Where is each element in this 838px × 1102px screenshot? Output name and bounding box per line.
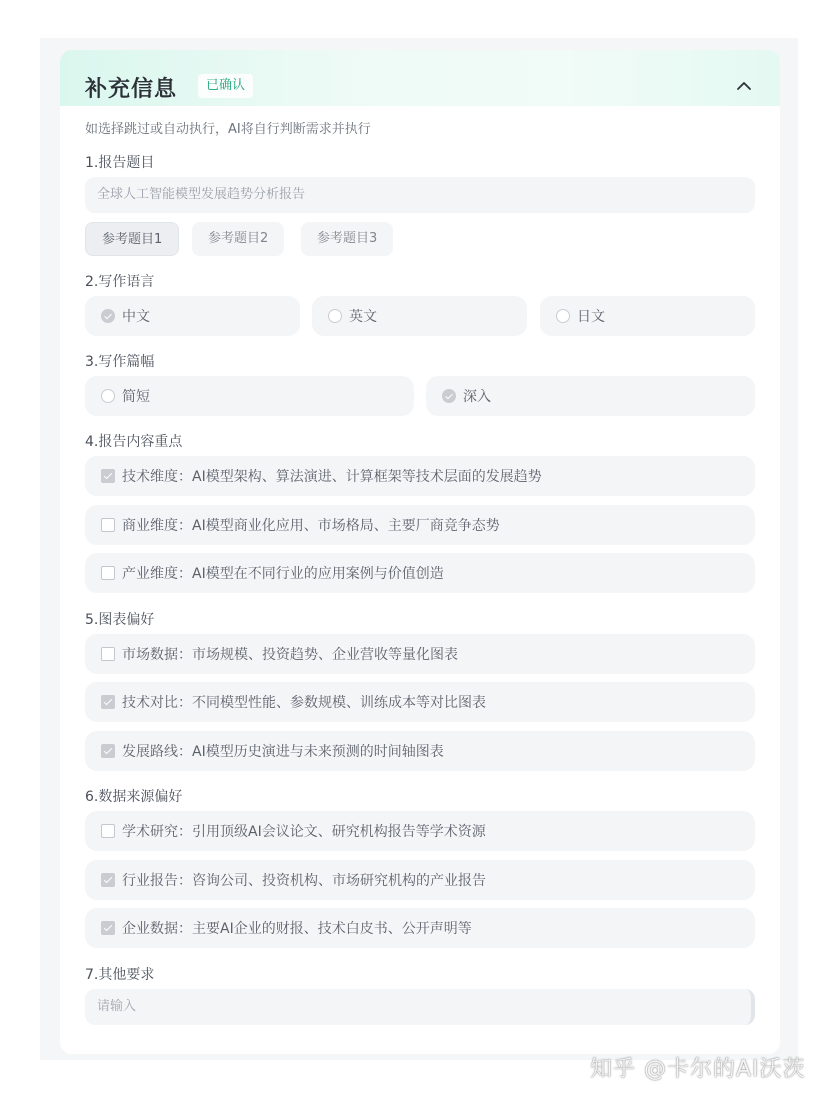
supplementary-info-panel: [60, 50, 780, 1054]
question-label-title: 1.报告题目: [85, 155, 155, 171]
watermark: 知乎 @卡尔的AI沃茨: [590, 1057, 806, 1082]
option-label: 技术维度：AI模型架构、算法演进、计算框架等技术层面的发展趋势: [122, 469, 542, 485]
question-label-chart-preference: 5.图表偏好: [85, 612, 155, 628]
content-focus-option-industry[interactable]: [85, 553, 755, 593]
source-option-academic[interactable]: [85, 811, 755, 851]
radio-checked-icon: [442, 389, 456, 403]
option-label: 简短: [122, 389, 150, 405]
question-label-content-focus: 4.报告内容重点: [85, 434, 183, 450]
option-label: 英文: [349, 309, 377, 325]
length-option-short[interactable]: [85, 376, 414, 416]
checkbox-checked-icon: [101, 744, 115, 758]
chart-option-tech-compare[interactable]: [85, 682, 755, 722]
language-option-chinese[interactable]: [85, 296, 300, 336]
chart-option-roadmap[interactable]: [85, 731, 755, 771]
option-label: 商业维度：AI模型商业化应用、市场格局、主要厂商竞争态势: [122, 518, 500, 534]
checkbox-unchecked-icon: [101, 647, 115, 661]
option-label: 产业维度：AI模型在不同行业的应用案例与价值创造: [122, 566, 444, 582]
checkbox-unchecked-icon: [101, 824, 115, 838]
panel-title: 补充信息: [85, 77, 178, 102]
content-focus-option-tech[interactable]: [85, 456, 755, 496]
question-label-other: 7.其他要求: [85, 967, 155, 983]
length-option-deep[interactable]: [426, 376, 755, 416]
option-label: 市场数据：市场规模、投资趋势、企业营收等量化图表: [122, 647, 458, 663]
status-badge: 已确认: [198, 74, 253, 98]
option-label: 学术研究：引用顶级AI会议论文、研究机构报告等学术资源: [122, 824, 486, 840]
radio-unchecked-icon: [328, 309, 342, 323]
reference-title-chip-1[interactable]: 参考题目1: [85, 222, 179, 256]
option-label: 发展路线：AI模型历史演进与未来预测的时间轴图表: [122, 744, 444, 760]
question-label-length: 3.写作篇幅: [85, 354, 155, 370]
option-label: 中文: [122, 309, 150, 325]
source-option-enterprise-data[interactable]: [85, 908, 755, 948]
chart-option-market-data[interactable]: [85, 634, 755, 674]
checkbox-unchecked-icon: [101, 518, 115, 532]
radio-checked-icon: [101, 309, 115, 323]
content-focus-option-business[interactable]: [85, 505, 755, 545]
option-label: 行业报告：咨询公司、投资机构、市场研究机构的产业报告: [122, 873, 486, 889]
question-label-language: 2.写作语言: [85, 274, 155, 290]
language-option-japanese[interactable]: [540, 296, 755, 336]
radio-unchecked-icon: [101, 389, 115, 403]
question-label-data-source: 6.数据来源偏好: [85, 789, 183, 805]
reference-title-chip-2[interactable]: 参考题目2: [192, 222, 284, 256]
checkbox-unchecked-icon: [101, 566, 115, 580]
other-requirements-input[interactable]: [85, 989, 755, 1025]
checkbox-checked-icon: [101, 873, 115, 887]
source-option-industry-report[interactable]: [85, 860, 755, 900]
option-label: 企业数据：主要AI企业的财报、技术白皮书、公开声明等: [122, 921, 472, 937]
option-label: 技术对比：不同模型性能、参数规模、训练成本等对比图表: [122, 695, 486, 711]
option-label: 日文: [577, 309, 605, 325]
option-label: 深入: [463, 389, 491, 405]
report-title-input[interactable]: [85, 177, 755, 213]
chevron-up-icon[interactable]: [730, 74, 758, 98]
radio-unchecked-icon: [556, 309, 570, 323]
language-option-english[interactable]: [312, 296, 527, 336]
checkbox-checked-icon: [101, 921, 115, 935]
reference-title-chip-3[interactable]: 参考题目3: [301, 222, 393, 256]
panel-subtitle: 如选择跳过或自动执行，AI将自行判断需求并执行: [85, 122, 371, 137]
checkbox-checked-icon: [101, 695, 115, 709]
checkbox-checked-icon: [101, 469, 115, 483]
